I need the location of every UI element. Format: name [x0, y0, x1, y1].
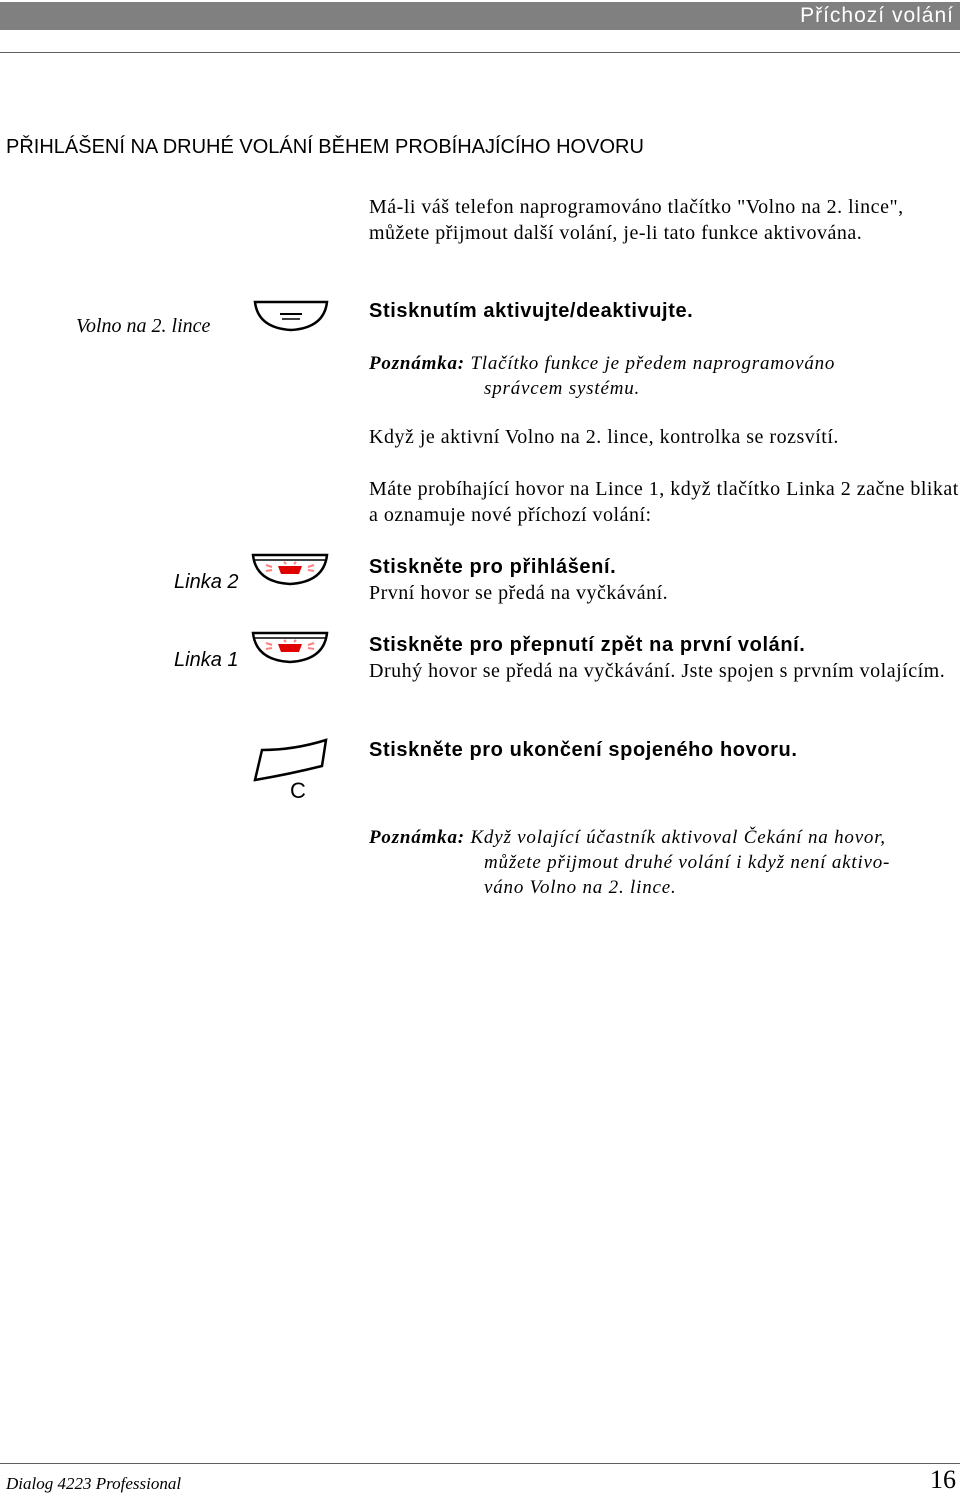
clear-action: Stiskněte pro ukončení spojeného hovoru.: [369, 739, 798, 761]
flashing-line-key-icon[interactable]: [250, 552, 330, 588]
linka-1-action: Stiskněte pro přepnutí zpět na první volání.: [369, 634, 806, 656]
note-1: [369, 351, 959, 401]
linka-2-text: [369, 554, 959, 606]
volno-key-label: Volno na 2. lince: [76, 315, 211, 337]
phone-key-icon[interactable]: [252, 298, 330, 334]
intro-text: Má-li váš telefon naprogramováno tlačítko "Volno na 2. lince", můžete přijmout další volání, je-li tato funkce aktivována.: [369, 196, 904, 244]
note-2: [369, 825, 959, 900]
header-bar: [0, 2, 960, 30]
section-title: PŘIHLÁŠENÍ NA DRUHÉ VOLÁNÍ BĚHEM PROBÍHAJÍCÍHO HOVORU: [6, 136, 644, 158]
clear-key-letter: C: [290, 778, 306, 802]
header-rule: [0, 52, 960, 53]
linka-2-label: Linka 2: [174, 571, 239, 593]
note-2-line2: můžete přijmout druhé volání i když není aktivo-: [484, 852, 891, 873]
footer-rule: [0, 1463, 960, 1464]
linka-1-text: [369, 632, 959, 684]
note-1-label: Poznámka:: [369, 353, 465, 374]
clear-key-icon[interactable]: [250, 736, 334, 802]
note-1-line2: správcem systému.: [484, 378, 641, 399]
note-2-line1: Když volající účastník aktivoval Čekání na hovor,: [470, 827, 886, 848]
footer-product: Dialog 4223 Professional: [6, 1474, 182, 1493]
page-number: 16: [930, 1465, 956, 1494]
lamp-text: Když je aktivní Volno na 2. lince, kontrolka se rozsvítí.: [369, 426, 839, 448]
note-2-line3: váno Volno na 2. lince.: [484, 877, 677, 898]
volno-action: Stisknutím aktivujte/deaktivujte.: [369, 300, 694, 322]
note-1-line1: Tlačítko funkce je předem naprogramováno: [470, 353, 836, 374]
flashing-line-key-icon[interactable]: [250, 630, 330, 666]
linka-1-label: Linka 1: [174, 649, 239, 671]
linka-1-detail: Druhý hovor se předá na vyčkávání. Jste spojen s prvním volajícím.: [369, 660, 946, 682]
linka-2-action: Stiskněte pro přihlášení.: [369, 556, 617, 578]
note-2-label: Poznámka:: [369, 827, 465, 848]
blink-text: Máte probíhající hovor na Lince 1, když tlačítko Linka 2 začne blikat a oznamuje nové příchozí volání:: [369, 478, 959, 526]
page-header-title: Příchozí volání: [800, 4, 954, 27]
linka-2-detail: První hovor se předá na vyčkávání.: [369, 582, 669, 604]
